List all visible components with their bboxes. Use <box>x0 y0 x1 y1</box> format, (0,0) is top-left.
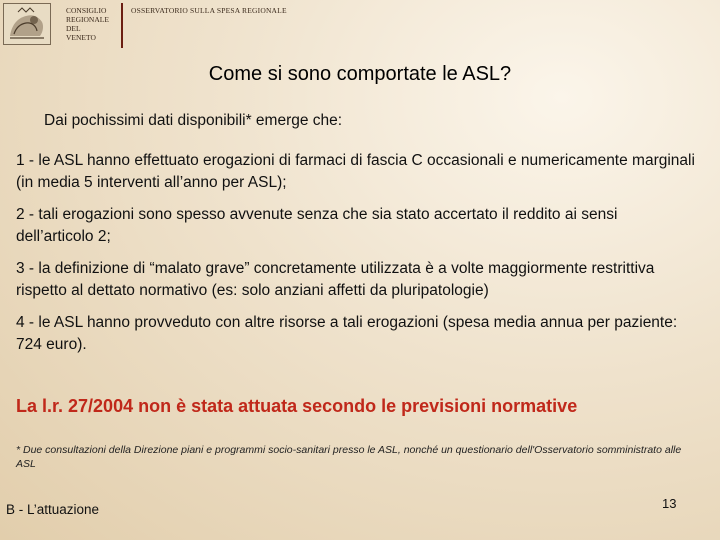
council-name <box>66 6 122 42</box>
conclusion-text: La l.r. 27/2004 non è stata attuata secondo le previsioni normative <box>16 396 578 416</box>
finding-item: 1 - le ASL hanno effettuato erogazioni di farmaci di fascia C occasionali e numericamente marginali (in media 5 interventi all’anno per ASL); <box>16 152 695 191</box>
page-number: 13 <box>662 496 677 511</box>
council-logo <box>3 3 51 45</box>
finding-item: 3 - la definizione di “malato grave” concretamente utilizzata è a volte maggiormente restrittiva rispetto al dettato normativo (es: solo anziani affetti da pluripatologie) <box>16 260 655 299</box>
finding-item: 2 - tali erogazioni sono spesso avvenute senza che sia stato accertato il reddito ai sensi dell’articolo 2; <box>16 206 618 245</box>
header-divider <box>121 3 123 48</box>
observatory-title: OSSERVATORIO SULLA SPESA REGIONALE <box>131 6 287 15</box>
council-line: CONSIGLIO <box>66 6 107 15</box>
slide-title: Come si sono comportate le ASL? <box>208 63 512 85</box>
council-line: VENETO <box>66 33 96 42</box>
finding-item: 4 - le ASL hanno provveduto con altre risorse a tali erogazioni (spesa media annua per paziente: 724 euro). <box>16 314 678 353</box>
intro-text: Dai pochissimi dati disponibili* emerge che: <box>44 112 343 129</box>
council-line: REGIONALE <box>66 15 109 24</box>
lion-emblem-icon <box>4 4 50 44</box>
council-line: DEL <box>66 24 81 33</box>
footnote: * Due consultazioni della Direzione piani e programmi socio-sanitari presso le ASL, nonché un questionario dell'Osservatorio somministrato alle ASL <box>16 444 682 470</box>
section-label: B - L’attuazione <box>6 502 100 517</box>
